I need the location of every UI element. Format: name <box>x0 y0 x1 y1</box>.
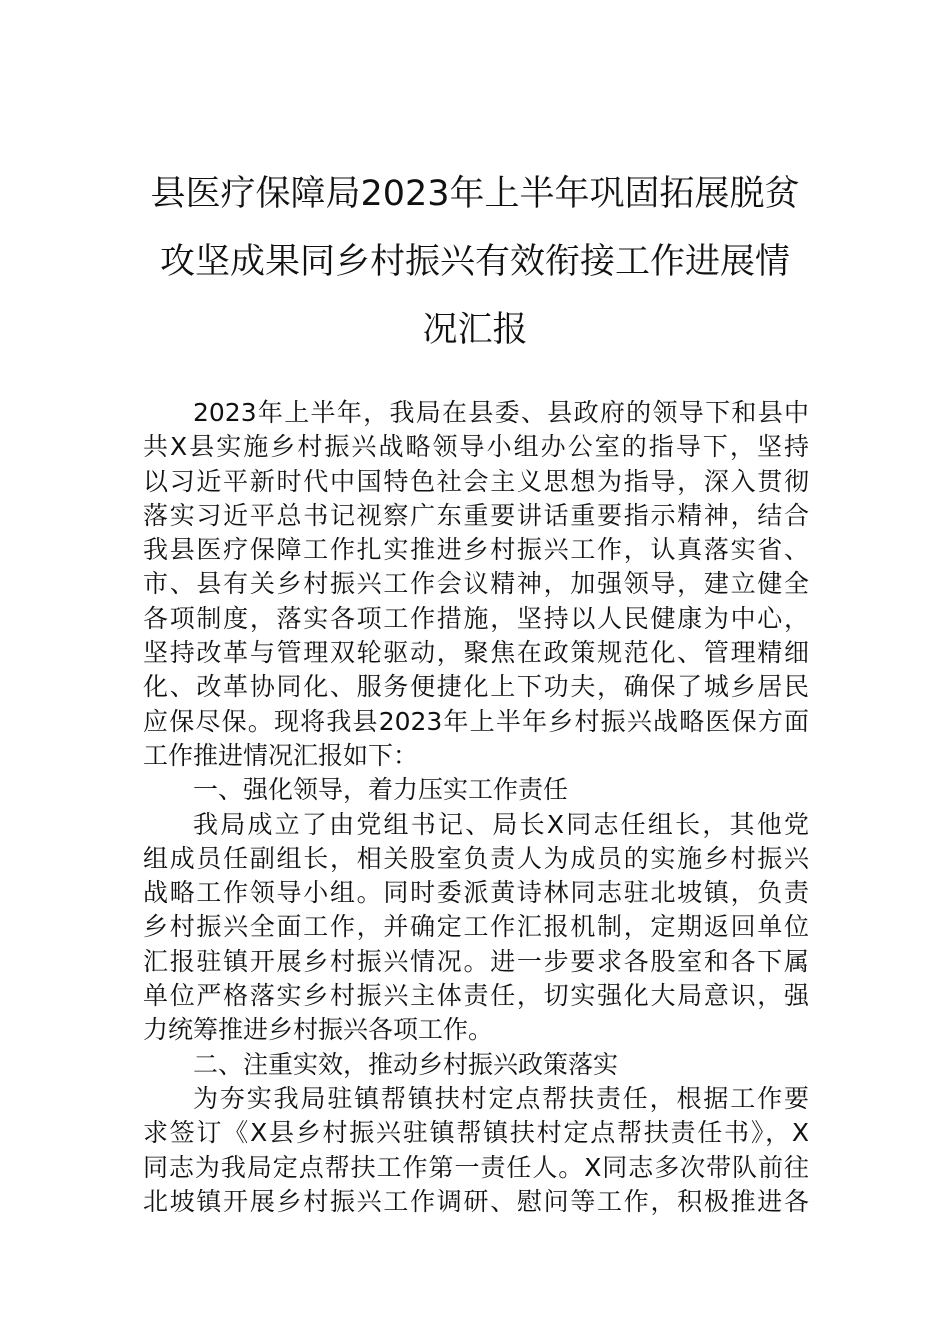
paragraph-line: 单位严格落实乡村振兴主体责任，切实强化大局意识，强 <box>143 981 809 1011</box>
paragraph-line: 组成员任副组长，相关股室负责人为成员的实施乡村振兴 <box>143 843 809 873</box>
document-body <box>143 396 809 1219</box>
paragraph-line: 工作推进情况汇报如下： <box>143 740 419 770</box>
title-line: 况汇报 <box>422 310 528 350</box>
paragraph-line: 各项制度，落实各项工作措施，坚持以人民健康为中心， <box>143 603 809 633</box>
paragraph-line: 北坡镇开展乡村振兴工作调研、慰问等工作，积极推进各 <box>143 1186 809 1216</box>
paragraph-line: 汇报驻镇开展乡村振兴情况。进一步要求各股室和各下属 <box>143 946 809 976</box>
paragraph-line: 市、县有关乡村振兴工作会议精神，加强领导，建立健全 <box>143 569 809 599</box>
paragraph-line: 求签订《X县乡村振兴驻镇帮镇扶村定点帮扶责任书》，X <box>143 1118 809 1148</box>
section-heading: 一、强化领导，着力压实工作责任 <box>193 775 569 805</box>
paragraph-line: 应保尽保。现将我县2023年上半年乡村振兴战略医保方面 <box>143 706 809 736</box>
paragraph-line: 化、改革协同化、服务便捷化上下功夫，确保了城乡居民 <box>143 672 809 702</box>
paragraph-line: 落实习近平总书记视察广东重要讲话重要指示精神，结合 <box>143 500 809 530</box>
paragraph-line: 2023年上半年，我局在县委、县政府的领导下和县中 <box>193 398 809 427</box>
paragraph-line: 我局成立了由党组书记、局长X同志任组长，其他党 <box>193 809 809 839</box>
paragraph-line: 力统筹推进乡村振兴各项工作。 <box>143 1015 494 1045</box>
document-title <box>140 160 810 364</box>
paragraph-line: 同志为我局定点帮扶工作第一责任人。X同志多次带队前往 <box>143 1152 809 1182</box>
paragraph-line: 我县医疗保障工作扎实推进乡村振兴工作，认真落实省、 <box>143 535 809 565</box>
title-line: 攻坚成果同乡村振兴有效衔接工作进展情 <box>159 242 790 282</box>
section-heading: 二、注重实效，推动乡村振兴政策落实 <box>193 1049 619 1079</box>
paragraph-line: 战略工作领导小组。同时委派黄诗林同志驻北坡镇，负责 <box>143 878 809 908</box>
paragraph-line: 以习近平新时代中国特色社会主义思想为指导，深入贯彻 <box>143 466 809 496</box>
paragraph-line: 乡村振兴全面工作，并确定工作汇报机制，定期返回单位 <box>143 912 809 942</box>
paragraph-line: 为夯实我局驻镇帮镇扶村定点帮扶责任，根据工作要 <box>193 1083 809 1113</box>
paragraph-line: 坚持改革与管理双轮驱动，聚焦在政策规范化、管理精细 <box>143 638 809 668</box>
paragraph-line: 共X县实施乡村振兴战略领导小组办公室的指导下，坚持 <box>143 432 809 462</box>
title-line: 县医疗保障局2023年上半年巩固拓展脱贫 <box>150 174 800 214</box>
